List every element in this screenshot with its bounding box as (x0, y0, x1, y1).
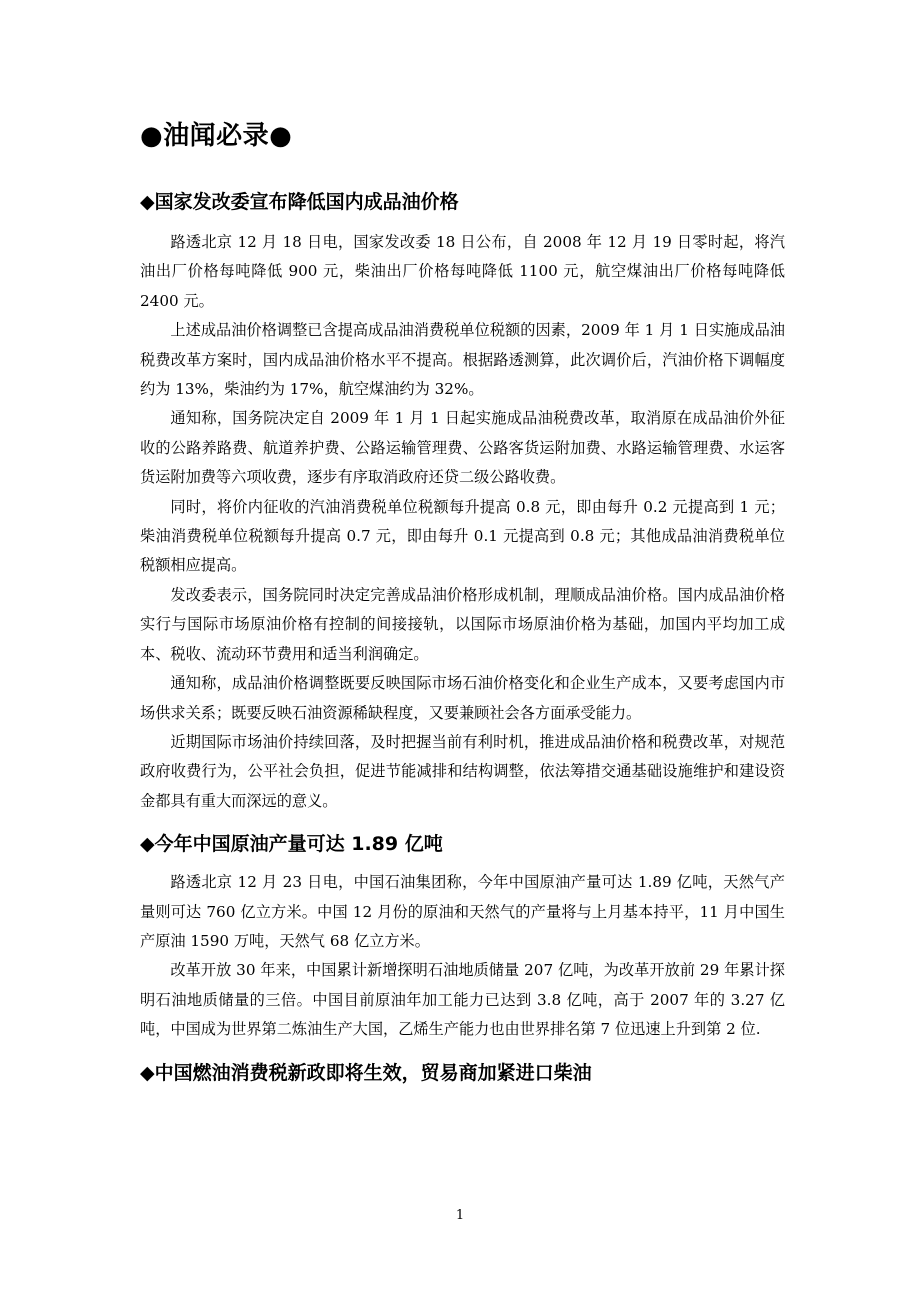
section-body (140, 868, 785, 1044)
paragraph: 路透北京 12 月 23 日电，中国石油集团称，今年中国原油产量可达 1.89 亿吨，天然气产量则可达 760 亿立方米。中国 12 月份的原油和天然气的产量将与上月基本持平，11 月中国生产原油 1590 万吨，天然气 68 亿立方米。 (140, 873, 785, 950)
section-heading: ◆今年中国原油产量可达 1.89 亿吨 (140, 833, 443, 856)
page-title: ●油闻必录● (140, 121, 293, 151)
page-number: 1 (455, 1208, 465, 1223)
paragraph: 改革开放 30 年来，中国累计新增探明石油地质储量 207 亿吨，为改革开放前 29 年累计探明石油地质储量的三倍。中国目前原油年加工能力已达到 3.8 亿吨，高于 2007 年的 3.27 亿吨，中国成为世界第二炼油生产大国，乙烯生产能力也由世界排名第 7 位迅速上升到第 2 位. (140, 961, 785, 1039)
paragraph: 上述成品油价格调整已含提高成品油消费税单位税额的因素，2009 年 1 月 1 日实施成品油税费改革方案时，国内成品油价格水平不提高。根据路透测算，此次调价后，汽油价格下调幅度约为 13%，柴油约为 17%，航空煤油约为 32%。 (140, 321, 785, 399)
paragraph: 同时，将价内征收的汽油消费税单位税额每升提高 0.8 元，即由每升 0.2 元提高到 1 元；柴油消费税单位税额每升提高 0.7 元，即由每升 0.1 元提高到 0.8 元；其他成品油消费税单位税额相应提高。 (140, 497, 785, 575)
paragraph: 通知称，成品油价格调整既要反映国际市场石油价格变化和企业生产成本，又要考虑国内市场供求关系；既要反映石油资源稀缺程度，又要兼顾社会各方面承受能力。 (140, 674, 785, 722)
paragraph: 通知称，国务院决定自 2009 年 1 月 1 日起实施成品油税费改革，取消原在成品油价外征收的公路养路费、航道养护费、公路运输管理费、公路客货运附加费、水路运输管理费、水运客货运附加费等六项收费，逐步有序取消政府还贷二级公路收费。 (140, 409, 785, 487)
section-body (140, 228, 785, 816)
section-heading: ◆国家发改委宣布降低国内成品油价格 (140, 191, 459, 213)
document-body (140, 184, 785, 1091)
paragraph: 发改委表示，国务院同时决定完善成品油价格形成机制，理顺成品油价格。国内成品油价格实行与国际市场原油价格有控制的间接接轨，以国际市场原油价格为基础，加国内平均加工成本、税收、流动环节费用和适当利润确定。 (140, 585, 785, 663)
section-heading: ◆中国燃油消费税新政即将生效，贸易商加紧进口柴油 (140, 1061, 592, 1084)
paragraph: 路透北京 12 月 18 日电，国家发改委 18 日公布，自 2008 年 12 月 19 日零时起，将汽油出厂价格每吨降低 900 元，柴油出厂价格每吨降低 1100 元，航空煤油出厂价格每吨降低 2400 元。 (140, 233, 785, 310)
paragraph: 近期国际市场油价持续回落，及时把握当前有利时机，推进成品油价格和税费改革，对规范政府收费行为，公平社会负担，促进节能减排和结构调整，依法筹措交通基础设施维护和建设资金都具有重大而深远的意义。 (140, 732, 785, 810)
